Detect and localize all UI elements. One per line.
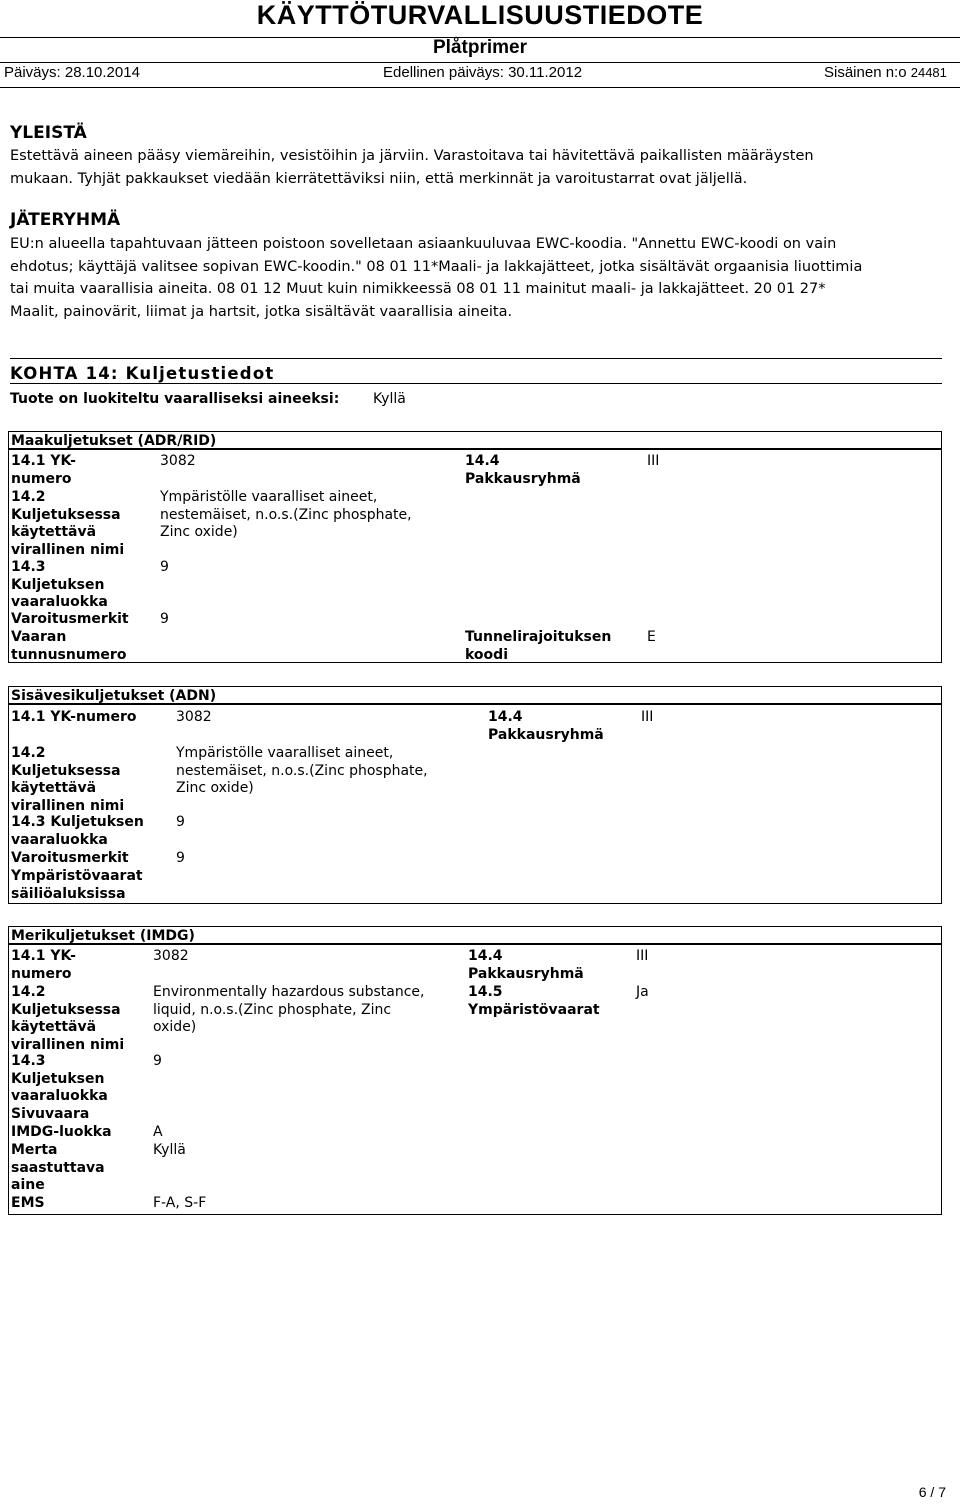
- adr-name-value-3: Zinc oxide): [160, 524, 238, 540]
- adn-title: Sisävesikuljetukset (ADN): [8, 686, 942, 704]
- adr-pg-label: [465, 453, 581, 488]
- adr-un-label: [11, 453, 76, 488]
- adr-name-value: [160, 489, 412, 542]
- classified-value: Kyllä: [373, 391, 406, 407]
- section14-rule-top: [10, 358, 942, 359]
- imdg-class-label: [11, 1053, 108, 1106]
- adr-tunnel-label-2: koodi: [465, 646, 508, 663]
- adn-class-label-1: 14.3 Kuljetuksen: [11, 814, 144, 830]
- imdg-name-value: [153, 984, 425, 1037]
- general-line-2: mukaan. Tyhjät pakkaukset viedään kierrätettäviksi niin, että merkinnät ja varoitustarrat ovat jäljellä.: [10, 170, 748, 187]
- adn-name-label-3: käytettävä: [11, 780, 97, 796]
- general-heading: YLEISTÄ: [10, 123, 87, 143]
- general-line-1: Estettävä aineen pääsy viemäreihin, vesistöihin ja järviin. Varastoitava tai hävitettävä paikallisten määräysten: [10, 148, 814, 164]
- adr-class-label-1: 14.3: [11, 559, 46, 575]
- adr-name-label-3: käytettävä: [11, 524, 97, 540]
- imdg-name-value-2: liquid, n.o.s.(Zinc phosphate, Zinc: [153, 1001, 392, 1018]
- waste-line-1: EU:n alueella tapahtuvaan jätteen poistoon sovelletaan asiaankuuluvaa EWC-koodia. "Annettu EWC-koodi on vain: [10, 236, 837, 252]
- internal-number-label: Sisäinen n:o: [824, 64, 907, 81]
- product-name: Plåtprimer: [433, 37, 527, 58]
- adn-name-label: [11, 745, 124, 815]
- waste-line-2: ehdotus; käyttäjä valitsee sopivan EWC-koodin." 08 01 11*Maali- ja lakkajätteet, jotka sisältävät orgaanisia liuottimia: [10, 258, 863, 275]
- imdg-class-label-3: vaaraluokka: [11, 1088, 108, 1104]
- imdg-title: Merikuljetukset (IMDG): [8, 926, 942, 944]
- imdg-class-label-2: Kuljetuksen: [11, 1070, 105, 1087]
- imdg-name-label-2: Kuljetuksessa: [11, 1001, 121, 1018]
- imdg-class-label-1: 14.3: [11, 1053, 46, 1069]
- adr-name-value-2: nestemäiset, n.o.s.(Zinc phosphate,: [160, 506, 412, 523]
- imdg-pg-value: III: [636, 948, 649, 964]
- adr-table: [8, 449, 942, 663]
- imdg-ems-value: F-A, S-F: [153, 1195, 207, 1211]
- imdg-pg-label: [468, 948, 584, 983]
- adn-un-label: 14.1 YK-numero: [11, 709, 137, 725]
- adr-name-value-1: Ympäristölle vaaralliset aineet,: [160, 489, 378, 505]
- adn-name-value: [176, 745, 428, 798]
- adr-hazard-label-1: Vaaran: [11, 629, 67, 645]
- adn-name-value-2: nestemäiset, n.o.s.(Zinc phosphate,: [176, 762, 428, 779]
- adn-pg-label-1: 14.4: [488, 709, 523, 725]
- imdg-name-label-3: käytettävä: [11, 1019, 97, 1035]
- adn-class-label-2: vaaraluokka: [11, 831, 108, 848]
- waste-group-heading: JÄTERYHMÄ: [10, 210, 121, 230]
- previous-date: Edellinen päiväys: 30.11.2012: [383, 64, 583, 81]
- adn-class-label: [11, 814, 144, 849]
- imdg-marine-value: Kyllä: [153, 1142, 186, 1158]
- adr-class-label: [11, 559, 108, 612]
- adn-env-label-2: säiliöaluksissa: [11, 885, 126, 902]
- adr-un-value: 3082: [160, 453, 196, 469]
- header-rule-top: [0, 37, 960, 38]
- adr-pg-value: III: [647, 453, 660, 469]
- waste-group-text: [10, 233, 950, 323]
- adn-pg-label: [488, 709, 604, 744]
- imdg-marine-label-1: Merta: [11, 1142, 58, 1158]
- header-rule-mid: [0, 62, 960, 63]
- adr-name-label-2: Kuljetuksessa: [11, 506, 121, 523]
- imdg-name-value-1: Environmentally hazardous substance,: [153, 984, 425, 1000]
- imdg-pg-label-1: 14.4: [468, 948, 503, 964]
- adr-warn-label: Varoitusmerkit: [11, 611, 129, 627]
- adn-name-label-4: virallinen nimi: [11, 797, 125, 814]
- adn-name-value-3: Zinc oxide): [176, 780, 254, 796]
- imdg-un-label-1: 14.1 YK-: [11, 948, 76, 964]
- adn-name-label-2: Kuljetuksessa: [11, 762, 121, 779]
- adn-warn-label: Varoitusmerkit: [11, 850, 129, 866]
- adr-name-label-1: 14.2: [11, 489, 46, 505]
- adr-class-label-2: Kuljetuksen: [11, 576, 105, 593]
- imdg-env-label: [468, 984, 600, 1019]
- imdg-un-value: 3082: [153, 948, 189, 964]
- imdg-ems-label: EMS: [11, 1195, 45, 1211]
- imdg-class-code-label: IMDG-luokka: [11, 1124, 112, 1140]
- imdg-env-label-2: Ympäristövaarat: [468, 1001, 600, 1018]
- imdg-env-value: Ja: [636, 984, 649, 1000]
- adn-table: [8, 704, 942, 904]
- imdg-name-value-3: oxide): [153, 1019, 197, 1035]
- page-number: 6 / 7: [918, 1484, 946, 1500]
- imdg-marine-label-3: aine: [11, 1177, 45, 1193]
- classified-label: Tuote on luokiteltu vaaralliseksi aineeksi:: [10, 391, 340, 407]
- adr-tunnel-value: E: [647, 629, 656, 645]
- imdg-sub-label: Sivuvaara: [11, 1106, 90, 1122]
- waste-line-4: Maalit, painovärit, liimat ja hartsit, jotka sisältävät vaarallisia aineita.: [10, 303, 513, 320]
- adn-env-label-1: Ympäristövaarat: [11, 868, 143, 884]
- adn-env-label: [11, 868, 143, 903]
- section14-title: KOHTA 14: Kuljetustiedot: [10, 364, 275, 383]
- imdg-class-value: 9: [153, 1053, 162, 1069]
- imdg-env-label-1: 14.5: [468, 984, 503, 1000]
- document-title: KÄYTTÖTURVALLISUUSTIEDOTE: [256, 0, 704, 30]
- adn-name-label-1: 14.2: [11, 745, 46, 761]
- adn-un-value: 3082: [176, 709, 212, 725]
- adr-tunnel-label-1: Tunnelirajoituksen: [465, 629, 612, 645]
- imdg-pg-label-2: Pakkausryhmä: [468, 965, 584, 982]
- imdg-un-label: [11, 948, 76, 983]
- internal-number: [824, 64, 947, 81]
- adn-name-value-1: Ympäristölle vaaralliset aineet,: [176, 745, 394, 761]
- section14-rule-bottom: [10, 383, 942, 384]
- adr-title: Maakuljetukset (ADR/RID): [8, 431, 942, 449]
- adr-un-label-2: numero: [11, 470, 72, 487]
- issue-date: Päiväys: 28.10.2014: [4, 64, 140, 81]
- adr-un-label-1: 14.1 YK-: [11, 453, 76, 469]
- adr-class-value: 9: [160, 559, 169, 575]
- adr-name-label: [11, 489, 124, 559]
- adn-pg-label-2: Pakkausryhmä: [488, 726, 604, 743]
- imdg-un-label-2: numero: [11, 965, 72, 982]
- adr-hazard-label: [11, 629, 126, 664]
- adr-tunnel-label: [465, 629, 611, 664]
- adn-class-value: 9: [176, 814, 185, 830]
- adn-pg-value: III: [641, 709, 654, 725]
- imdg-marine-label-2: saastuttava: [11, 1159, 105, 1176]
- header-rule-bottom: [0, 87, 960, 88]
- imdg-name-label-4: virallinen nimi: [11, 1036, 125, 1053]
- adr-name-label-4: virallinen nimi: [11, 541, 125, 558]
- internal-number-value: 24481: [910, 65, 947, 80]
- waste-line-3: tai muita vaarallisia aineita. 08 01 12 Muut kuin nimikkeessä 08 01 11 mainitut maali- ja lakkajätteet. 20 01 27*: [10, 281, 826, 297]
- adr-pg-label-2: Pakkausryhmä: [465, 470, 581, 487]
- adn-warn-value: 9: [176, 850, 185, 866]
- imdg-class-code-value: A: [153, 1124, 163, 1140]
- adr-pg-label-1: 14.4: [465, 453, 500, 469]
- adr-hazard-label-2: tunnusnumero: [11, 646, 127, 663]
- adr-warn-value: 9: [160, 611, 169, 627]
- adr-class-label-3: vaaraluokka: [11, 594, 108, 610]
- imdg-table: [8, 944, 942, 1215]
- imdg-name-label: [11, 984, 124, 1054]
- imdg-name-label-1: 14.2: [11, 984, 46, 1000]
- general-text: [10, 145, 950, 190]
- imdg-marine-label: [11, 1142, 105, 1195]
